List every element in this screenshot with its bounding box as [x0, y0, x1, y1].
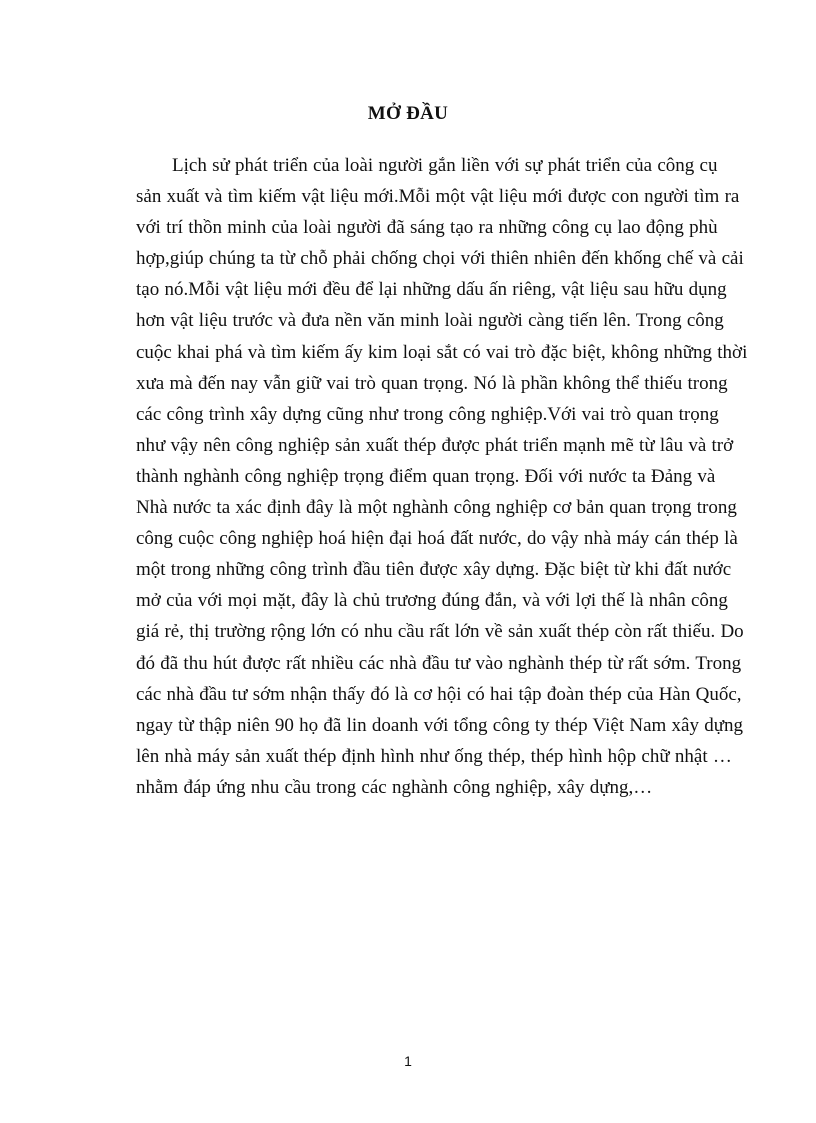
page-title: MỞ ĐẦU [367, 103, 449, 124]
page-number: 1 [404, 1053, 412, 1069]
body-paragraph: Lịch sử phát triển của loài người gắn liền với sự phát triển của công cụ sản xuất và tìm kiếm vật liệu mới.Mỗi một vật liệu mới được con người tìm ra với trí thồn minh của loài người đã sáng tạo ra những công cụ lao động phù hợp,giúp chúng ta từ chỗ phải chống chọi với thiên nhiên đến khống chế và cải tạo nó.Mỗi vật liệu mới đều để lại những dấu ấn riêng, vật liệu sau hữu dụng hơn vật liệu trước và đưa nền văn minh loài người càng tiến lên. Trong công cuộc khai phá và tìm kiếm ấy kim loại sắt có vai trò đặc biệt, không những thời xưa mà đến nay vẫn giữ vai trò quan trọng. Nó là phần không thể thiếu trong các công trình xây dựng cũng như trong công nghiệp.Với vai trò quan trọng như vậy nên công nghiệp sản xuất thép được phát triển mạnh mẽ từ lâu và trở thành nghành công nghiệp trọng điểm quan trọng. Đối với nước ta Đảng và Nhà nước ta xác định đây là một nghành công nghiệp cơ bản quan trọng trong công cuộc công nghiệp hoá hiện đại hoá đất nước, do vậy nhà máy cán thép là một trong những công trình đầu tiên được xây dựng. Đặc biệt từ khi đất nước mở của với mọi mặt, đây là chủ trương đúng đắn, và với lợi thế là nhân công giá rẻ, thị trường rộng lớn có nhu cầu rất lớn về sản xuất thép còn rất thiếu. Do đó đã thu hút được rất nhiều các nhà đầu tư vào nghành thép từ rất sớm. Trong các nhà đầu tư sớm nhận thấy đó là cơ hội có hai tập đoàn thép của Hàn Quốc, ngay từ thập niên 90 họ đã lin doanh với tổng công ty thép Việt Nam xây dựng lên nhà máy sản xuất thép định hình như ống thép, thép hình hộp chữ nhật …nhằm đáp ứng nhu cầu trong các nghành công nghiệp, xây dựng,… [136, 155, 748, 798]
